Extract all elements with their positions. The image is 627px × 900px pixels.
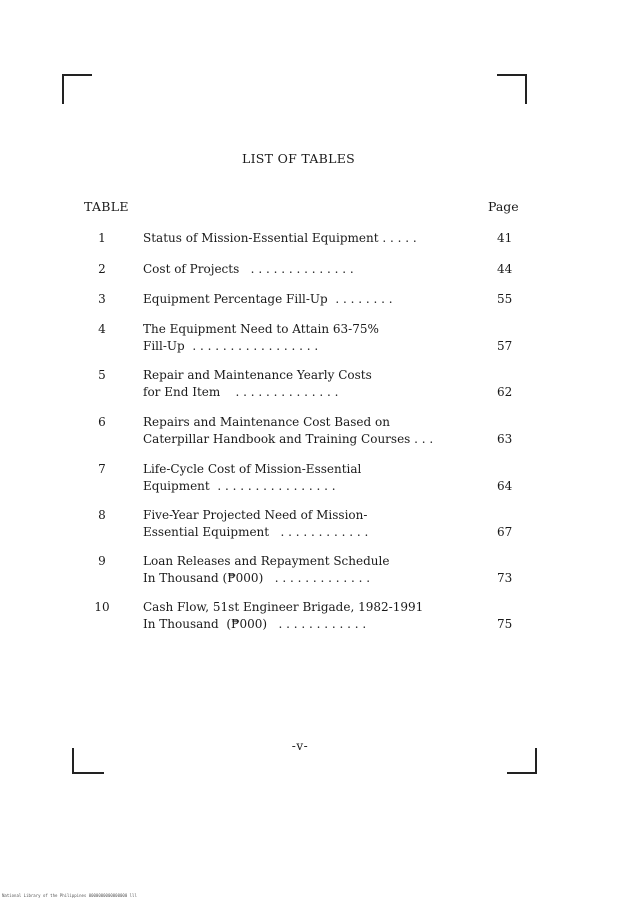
table-caption-line: Caterpillar Handbook and Training Courses . . . <box>143 432 434 446</box>
table-page-number: 62 <box>497 385 513 399</box>
table-caption-line: The Equipment Need to Attain 63-75% <box>143 322 379 336</box>
table-caption-line: Essential Equipment . . . . . . . . . . . . <box>143 525 369 539</box>
crop-mark-top-left <box>62 74 92 104</box>
table-page-number: 44 <box>497 262 513 276</box>
table-number: 1 <box>98 231 106 245</box>
table-number: 8 <box>98 508 106 522</box>
table-caption-line: for End Item . . . . . . . . . . . . . . <box>143 385 339 399</box>
table-caption-line: Life-Cycle Cost of Mission-Essential <box>143 462 362 476</box>
table-caption-line: Repair and Maintenance Yearly Costs <box>143 368 372 382</box>
table-number: 2 <box>98 262 106 276</box>
page-number: -v- <box>291 739 309 753</box>
table-caption-line: Loan Releases and Repayment Schedule <box>143 554 390 568</box>
table-number: 4 <box>98 322 106 336</box>
table-caption-line: Fill-Up . . . . . . . . . . . . . . . . . <box>143 339 319 353</box>
table-column-heading: TABLE <box>84 199 129 214</box>
table-page-number: 57 <box>497 339 513 353</box>
table-number: 10 <box>94 600 110 614</box>
table-page-number: 73 <box>497 571 513 585</box>
table-caption-line: Status of Mission-Essential Equipment . . . . . <box>143 231 417 245</box>
table-page-number: 55 <box>497 292 513 306</box>
crop-mark-top-right <box>497 74 527 104</box>
table-page-number: 64 <box>497 479 513 493</box>
page-title: LIST OF TABLES <box>241 151 356 166</box>
table-page-number: 63 <box>497 432 513 446</box>
table-page-number: 41 <box>497 231 513 245</box>
scan-credit-line: National Library of the Philippines 0000000000000000 lll <box>2 893 137 898</box>
table-caption-line: Equipment Percentage Fill-Up . . . . . . . . <box>143 292 393 306</box>
table-caption-line: Cost of Projects . . . . . . . . . . . . . . <box>143 262 354 276</box>
table-number: 3 <box>98 292 106 306</box>
table-number: 6 <box>98 415 106 429</box>
table-page-number: 67 <box>497 525 513 539</box>
table-caption-line: Five-Year Projected Need of Mission- <box>143 508 368 522</box>
page-column-heading: Page <box>488 199 519 214</box>
table-page-number: 75 <box>497 617 513 631</box>
table-caption-line: Equipment . . . . . . . . . . . . . . . . <box>143 479 336 493</box>
table-caption-line: Repairs and Maintenance Cost Based on <box>143 415 390 429</box>
table-caption-line: In Thousand (₱000) . . . . . . . . . . . . <box>143 617 367 631</box>
table-caption-line: In Thousand (₱000) . . . . . . . . . . . . . <box>143 571 371 585</box>
table-number: 5 <box>98 368 106 382</box>
table-number: 7 <box>98 462 106 476</box>
table-caption-line: Cash Flow, 51st Engineer Brigade, 1982-1991 <box>143 600 424 614</box>
table-number: 9 <box>98 554 106 568</box>
